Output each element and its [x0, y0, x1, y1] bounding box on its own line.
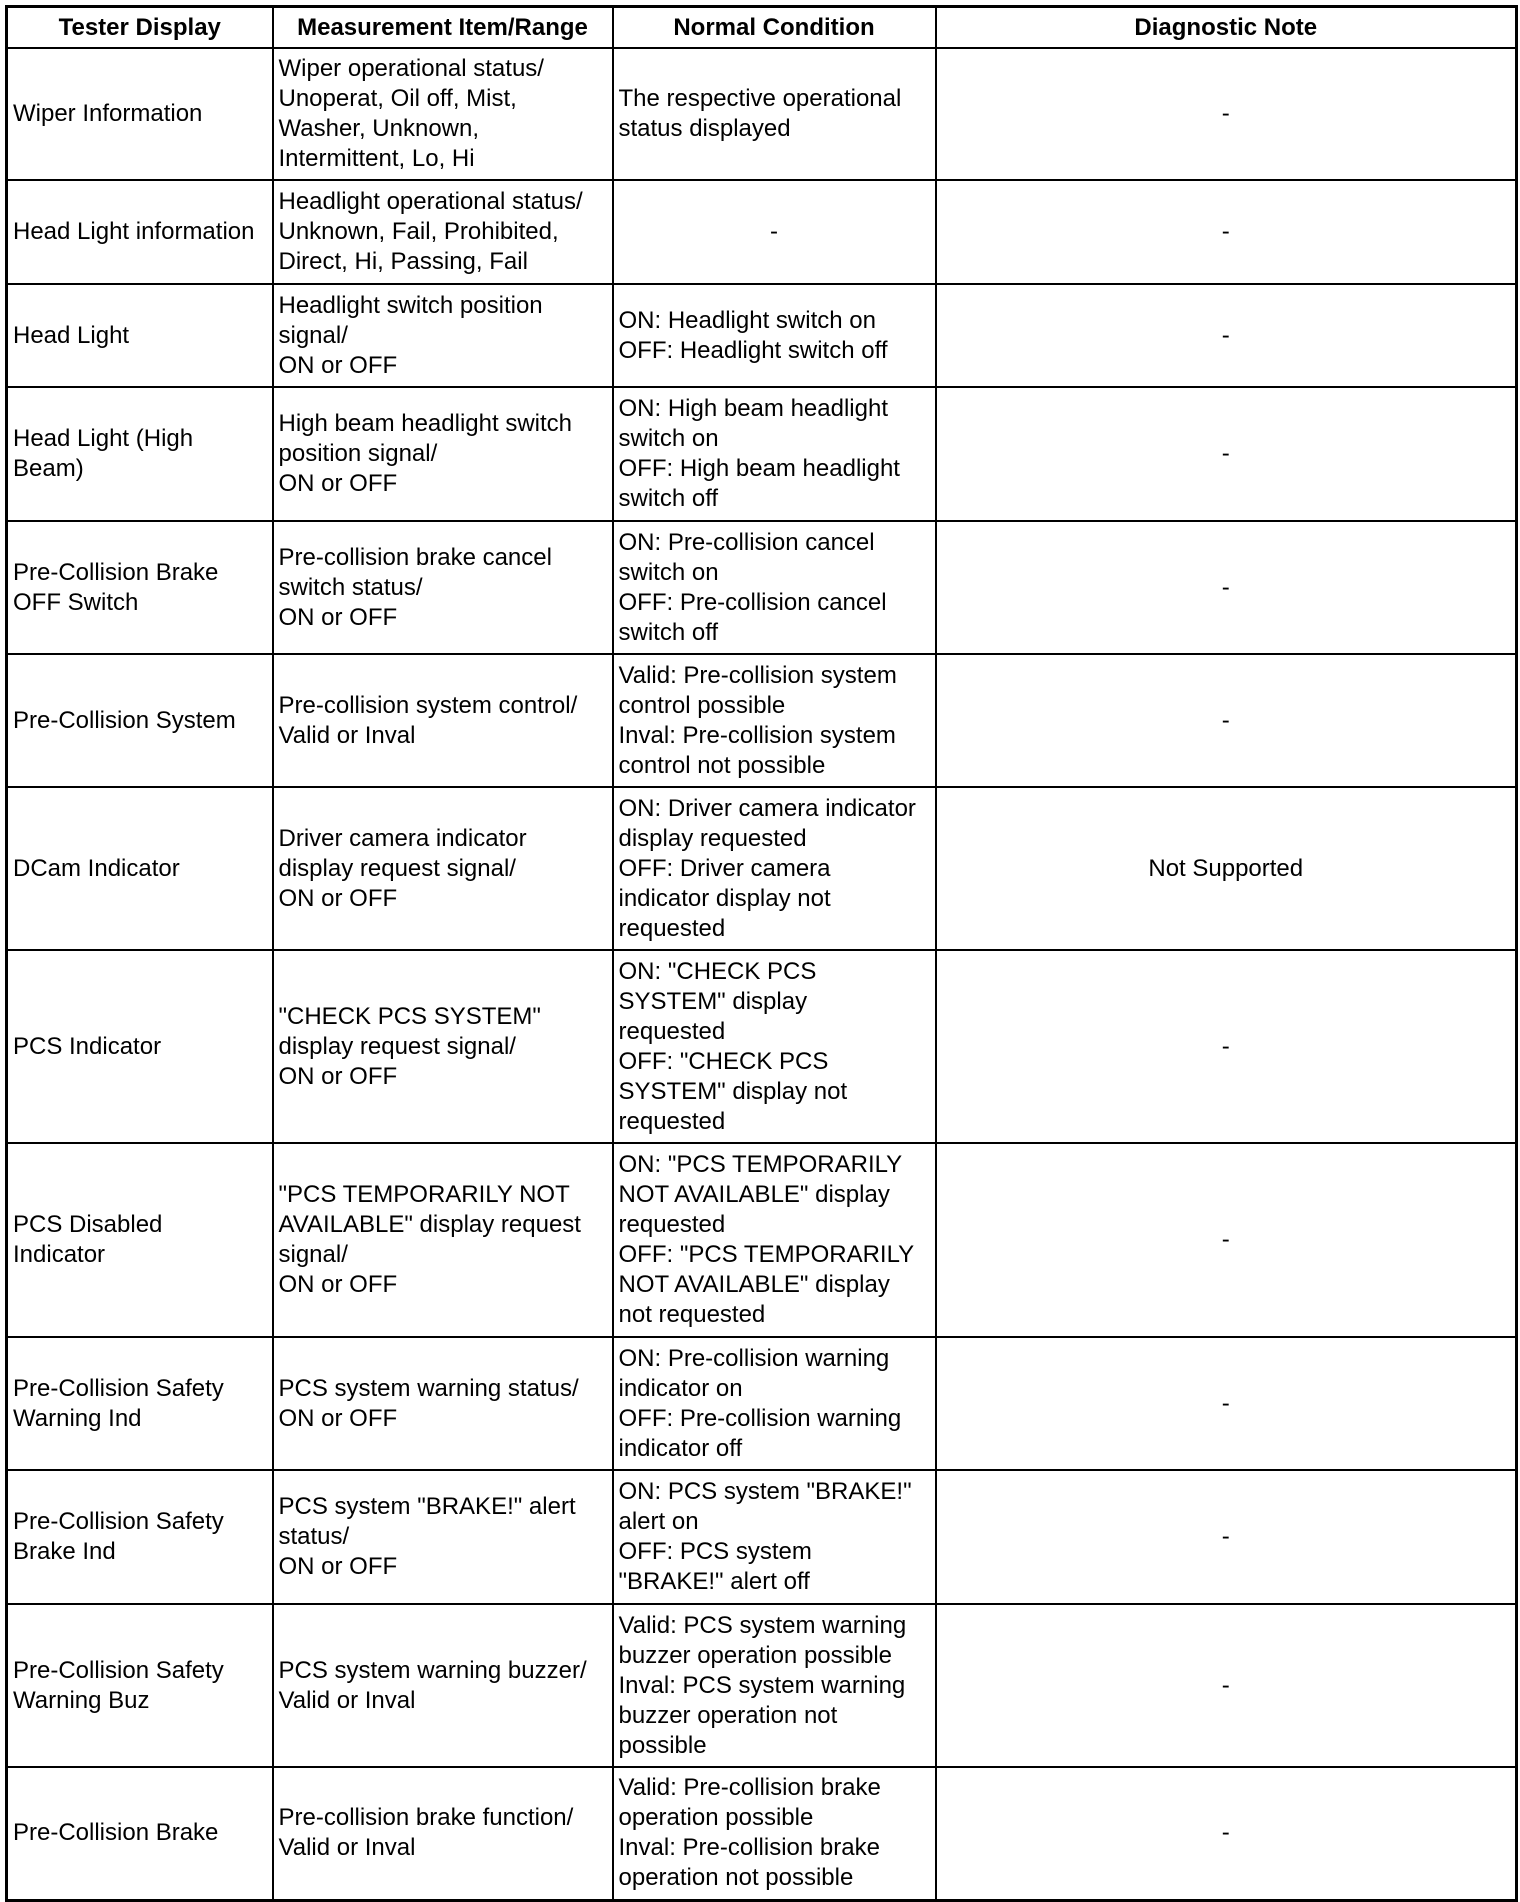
- table-body: [7, 48, 1517, 1900]
- table-row: [7, 950, 1517, 1143]
- tester-display-cell: Pre-Collision Safety Warning Ind: [7, 1337, 273, 1470]
- table-row: [7, 180, 1517, 284]
- header-diagnostic-note: Diagnostic Note: [936, 7, 1517, 49]
- table-header: [7, 7, 1517, 49]
- measurement-cell: Pre-collision brake function/ Valid or Inval: [273, 1767, 613, 1900]
- table-row: [7, 1143, 1517, 1337]
- normal-condition-cell: Valid: Pre-collision brake operation possible Inval: Pre-collision brake operation not possible: [613, 1767, 936, 1900]
- tester-display-cell: PCS Disabled Indicator: [7, 1143, 273, 1337]
- normal-condition-cell: -: [613, 180, 936, 284]
- diagnostic-note-cell: -: [936, 284, 1517, 387]
- header-normal-condition: Normal Condition: [613, 7, 936, 49]
- tester-display-cell: Head Light: [7, 284, 273, 387]
- data-list-table: [5, 5, 1518, 1902]
- diagnostic-note-cell: -: [936, 1767, 1517, 1900]
- diagnostic-note-cell: -: [936, 1337, 1517, 1470]
- table-row: [7, 387, 1517, 521]
- measurement-cell: "PCS TEMPORARILY NOT AVAILABLE" display request signal/ ON or OFF: [273, 1143, 613, 1337]
- tester-display-cell: DCam Indicator: [7, 787, 273, 950]
- normal-condition-cell: ON: High beam headlight switch on OFF: High beam headlight switch off: [613, 387, 936, 521]
- table-row: [7, 787, 1517, 950]
- tester-display-cell: Pre-Collision Brake OFF Switch: [7, 521, 273, 654]
- table-row: [7, 1337, 1517, 1470]
- normal-condition-cell: ON: Driver camera indicator display requested OFF: Driver camera indicator display not requested: [613, 787, 936, 950]
- measurement-cell: Wiper operational status/ Unoperat, Oil off, Mist, Washer, Unknown, Intermittent, Lo, Hi: [273, 48, 613, 180]
- table-row: [7, 1604, 1517, 1767]
- measurement-cell: High beam headlight switch position signal/ ON or OFF: [273, 387, 613, 521]
- measurement-cell: "CHECK PCS SYSTEM" display request signal/ ON or OFF: [273, 950, 613, 1143]
- tester-display-cell: Pre-Collision Safety Brake Ind: [7, 1470, 273, 1604]
- tester-display-cell: Head Light (High Beam): [7, 387, 273, 521]
- measurement-cell: Headlight switch position signal/ ON or OFF: [273, 284, 613, 387]
- tester-display-cell: Pre-Collision System: [7, 654, 273, 787]
- tester-display-cell: Pre-Collision Brake: [7, 1767, 273, 1900]
- tester-display-cell: PCS Indicator: [7, 950, 273, 1143]
- normal-condition-cell: The respective operational status displayed: [613, 48, 936, 180]
- normal-condition-cell: ON: Pre-collision warning indicator on OFF: Pre-collision warning indicator off: [613, 1337, 936, 1470]
- tester-display-cell: Pre-Collision Safety Warning Buz: [7, 1604, 273, 1767]
- measurement-cell: PCS system warning buzzer/ Valid or Inval: [273, 1604, 613, 1767]
- header-row: [7, 7, 1517, 49]
- diagnostic-note-cell: -: [936, 1143, 1517, 1337]
- tester-display-cell: Wiper Information: [7, 48, 273, 180]
- diagnostic-note-cell: -: [936, 950, 1517, 1143]
- normal-condition-cell: ON: "PCS TEMPORARILY NOT AVAILABLE" display requested OFF: "PCS TEMPORARILY NOT AVAILABLE" display not requested: [613, 1143, 936, 1337]
- diagnostic-note-cell: -: [936, 387, 1517, 521]
- diagnostic-note-cell: Not Supported: [936, 787, 1517, 950]
- diagnostic-note-cell: -: [936, 180, 1517, 284]
- table-row: [7, 521, 1517, 654]
- table-row: [7, 1767, 1517, 1900]
- measurement-cell: Driver camera indicator display request signal/ ON or OFF: [273, 787, 613, 950]
- tester-display-cell: Head Light information: [7, 180, 273, 284]
- diagnostic-note-cell: -: [936, 1604, 1517, 1767]
- normal-condition-cell: ON: PCS system "BRAKE!" alert on OFF: PCS system "BRAKE!" alert off: [613, 1470, 936, 1604]
- diagnostic-note-cell: -: [936, 48, 1517, 180]
- table-row: [7, 654, 1517, 787]
- table-row: [7, 48, 1517, 180]
- normal-condition-cell: Valid: PCS system warning buzzer operation possible Inval: PCS system warning buzzer operation not possible: [613, 1604, 936, 1767]
- header-measurement: Measurement Item/Range: [273, 7, 613, 49]
- measurement-cell: PCS system warning status/ ON or OFF: [273, 1337, 613, 1470]
- normal-condition-cell: ON: Headlight switch on OFF: Headlight switch off: [613, 284, 936, 387]
- diagnostic-note-cell: -: [936, 654, 1517, 787]
- header-tester-display: Tester Display: [7, 7, 273, 49]
- measurement-cell: Headlight operational status/ Unknown, Fail, Prohibited, Direct, Hi, Passing, Fail: [273, 180, 613, 284]
- diagnostic-note-cell: -: [936, 521, 1517, 654]
- table-row: [7, 1470, 1517, 1604]
- measurement-cell: Pre-collision brake cancel switch status/ ON or OFF: [273, 521, 613, 654]
- normal-condition-cell: Valid: Pre-collision system control possible Inval: Pre-collision system control not possible: [613, 654, 936, 787]
- table-row: [7, 284, 1517, 387]
- measurement-cell: PCS system "BRAKE!" alert status/ ON or OFF: [273, 1470, 613, 1604]
- normal-condition-cell: ON: "CHECK PCS SYSTEM" display requested OFF: "CHECK PCS SYSTEM" display not requested: [613, 950, 936, 1143]
- measurement-cell: Pre-collision system control/ Valid or Inval: [273, 654, 613, 787]
- diagnostic-note-cell: -: [936, 1470, 1517, 1604]
- normal-condition-cell: ON: Pre-collision cancel switch on OFF: Pre-collision cancel switch off: [613, 521, 936, 654]
